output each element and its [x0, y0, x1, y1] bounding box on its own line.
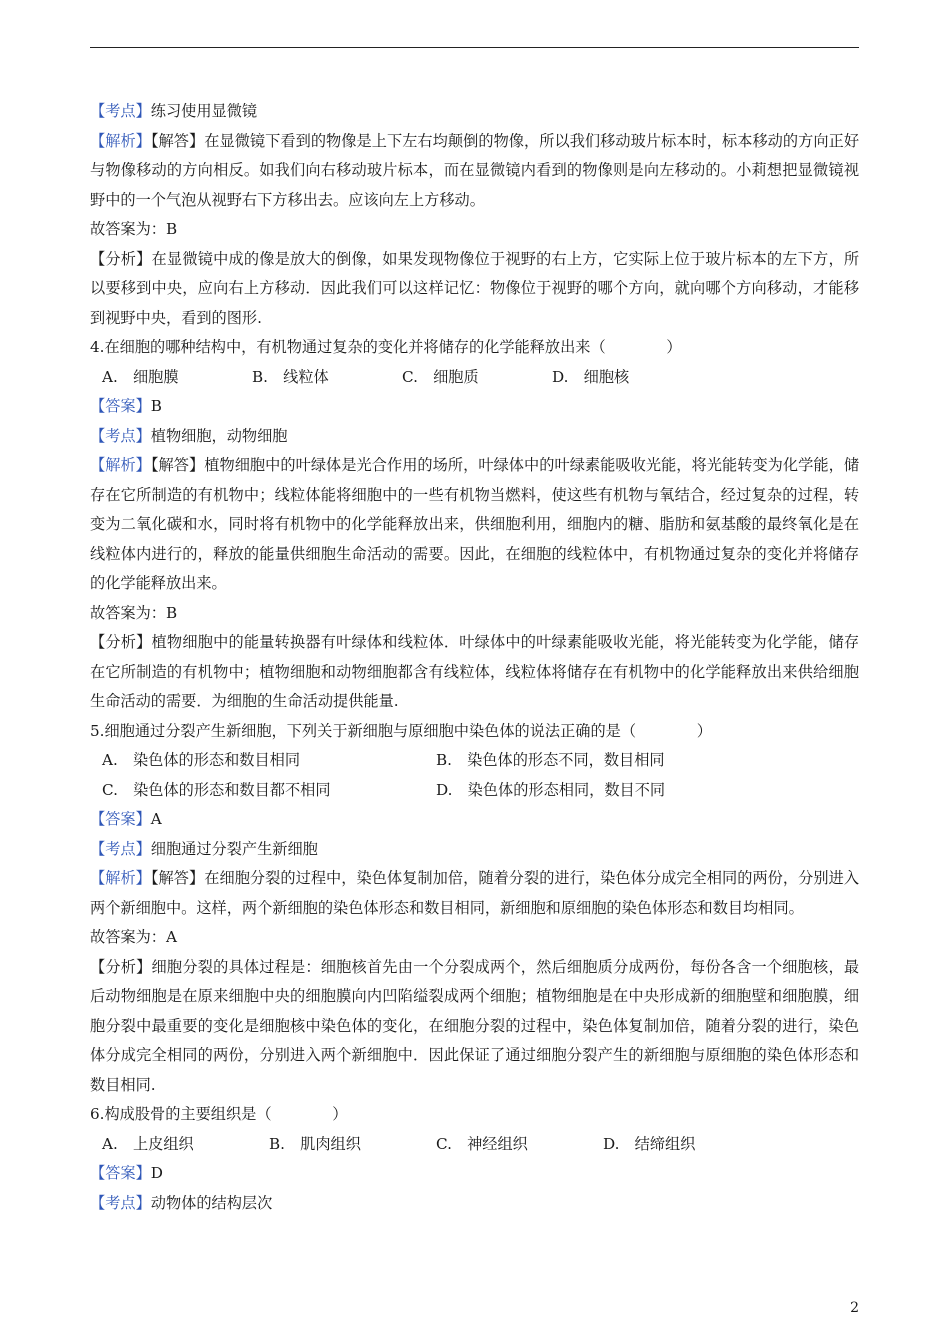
page-number: 2 [850, 1300, 859, 1316]
daan-tag: 【答案】 [90, 810, 151, 828]
q4-options [90, 363, 859, 393]
q5-answer: 【答案】A [90, 810, 162, 828]
jiexi-tag: 【解析】 [90, 456, 151, 474]
header-rule [90, 47, 859, 48]
q6-options [90, 1130, 859, 1160]
q5-jiexi: 【解析】【解答】在细胞分裂的过程中，染色体复制加倍，随着分裂的进行，染色体分成完全相同的两份，分别进入两个新细胞中。这样，两个新细胞的染色体形态和数目相同，新细胞和原细胞的染色体形态和数目均相同。 [90, 869, 860, 917]
q5-final-answer: 故答案为：A [90, 928, 177, 946]
q4-answer: 【答案】B [90, 397, 162, 415]
option-d: D. 结缔组织 [603, 1134, 696, 1153]
kaodian-tag: 【考点】 [90, 839, 151, 858]
option-b: B. 肌肉组织 [269, 1134, 361, 1153]
jiexi-tag: 【解析】 [90, 131, 151, 150]
option-a: A. 细胞膜 [102, 367, 179, 386]
fenxi-tag: 【分析】 [90, 957, 152, 976]
q5-kaodian: 【考点】细胞通过分裂产生新细胞 [90, 839, 318, 858]
q3-kaodian: 【考点】练习使用显微镜 [90, 102, 258, 120]
q6-answer: 【答案】D [90, 1164, 163, 1182]
q5-options-row2 [90, 776, 859, 806]
option-a: A. 染色体的形态和数目相同 [102, 751, 301, 769]
q3-jiexi: 【解析】【解答】在显微镜下看到的物像是上下左右均颠倒的物像，所以我们移动玻片标本时，标本移动的方向正好与物像移动的方向相反。如我们向右移动玻片标本，而在显微镜内看到的物像则是向左移动的。小莉想把显微镜视野中的一个气泡从视野右下方移出去。应该向左上方移动。 [90, 131, 860, 209]
jiexi-tag: 【解析】 [90, 869, 151, 887]
q5-fenxi: 【分析】细胞分裂的具体过程是：细胞核首先由一个分裂成两个，然后细胞质分成两份，每份各含一个细胞核，最后动物细胞是在原来细胞中央的细胞膜向内凹陷缢裂成两个细胞；植物细胞是在中央形成新的细胞壁和细胞膜，细胞分裂中最重要的变化是细胞核中染色体的变化，在细胞分裂的过程中，染色体复制加倍，随着分裂的进行，染色体分成完全相同的两份，分别进入两个新细胞中．因此保证了通过细胞分裂产生的新细胞与原细胞的染色体形态和数目相同. [90, 957, 860, 1094]
fenxi-tag: 【分析】 [90, 633, 152, 651]
option-c: C. 细胞质 [402, 367, 479, 386]
q3-final-answer: 故答案为：B [90, 220, 178, 238]
option-a: A. 上皮组织 [102, 1134, 194, 1153]
kaodian-tag: 【考点】 [90, 102, 151, 120]
kaodian-tag: 【考点】 [90, 426, 151, 445]
q5-options-row1 [90, 746, 859, 776]
option-b: B. 染色体的形态不同，数目相同 [436, 751, 665, 769]
fenxi-tag: 【分析】 [90, 249, 152, 268]
document-body [90, 97, 859, 1218]
q3-fenxi: 【分析】在显微镜中成的像是放大的倒像，如果发现物像位于视野的右上方，它实际上位于玻片标本的左下方，所以要移到中央，应向右上方移动．因此我们可以这样记忆：物像位于视野的哪个方向，就向哪个方向移动，才能移到视野中央，看到的图形. [90, 249, 860, 327]
daan-tag: 【答案】 [90, 1164, 151, 1182]
q4-kaodian: 【考点】植物细胞，动物细胞 [90, 426, 288, 445]
q4-jiexi: 【解析】【解答】植物细胞中的叶绿体是光合作用的场所，叶绿体中的叶绿素能吸收光能，将光能转变为化学能，储存在它所制造的有机物中；线粒体能将细胞中的一些有机物当燃料，使这些有机物与氧结合，经过复杂的过程，转变为二氧化碳和水，同时将有机物中的化学能释放出来，供细胞利用，细胞内的糖、脂肪和氨基酸的最终氧化是在线粒体内进行的，释放的能量供细胞生命活动的需要。因此，在细胞的线粒体中，有机物通过复杂的变化并将储存的化学能释放出来。 [90, 456, 860, 592]
q6-kaodian: 【考点】动物体的结构层次 [90, 1193, 273, 1212]
option-c: C. 染色体的形态和数目都不相同 [102, 780, 331, 799]
q4-fenxi: 【分析】植物细胞中的能量转换器有叶绿体和线粒体．叶绿体中的叶绿素能吸收光能，将光能转变为化学能，储存在它所制造的有机物中；植物细胞和动物细胞都含有线粒体，线粒体将储存在有机物中的化学能释放出来供给细胞生命活动的需要．为细胞的生命活动提供能量. [90, 633, 860, 710]
option-b: B. 线粒体 [252, 367, 329, 386]
q4-final-answer: 故答案为：B [90, 603, 178, 622]
q4-stem: 4.在细胞的哪种结构中，有机物通过复杂的变化并将储存的化学能释放出来（ ） [90, 338, 682, 356]
option-d: D. 染色体的形态相同，数目不同 [436, 780, 666, 799]
option-c: C. 神经组织 [436, 1134, 528, 1153]
daan-tag: 【答案】 [90, 397, 151, 415]
q5-stem: 5.细胞通过分裂产生新细胞，下列关于新细胞与原细胞中染色体的说法正确的是（ ） [90, 721, 712, 740]
option-d: D. 细胞核 [552, 367, 630, 386]
q6-stem: 6.构成股骨的主要组织是（ ） [90, 1105, 348, 1123]
kaodian-tag: 【考点】 [90, 1193, 151, 1212]
